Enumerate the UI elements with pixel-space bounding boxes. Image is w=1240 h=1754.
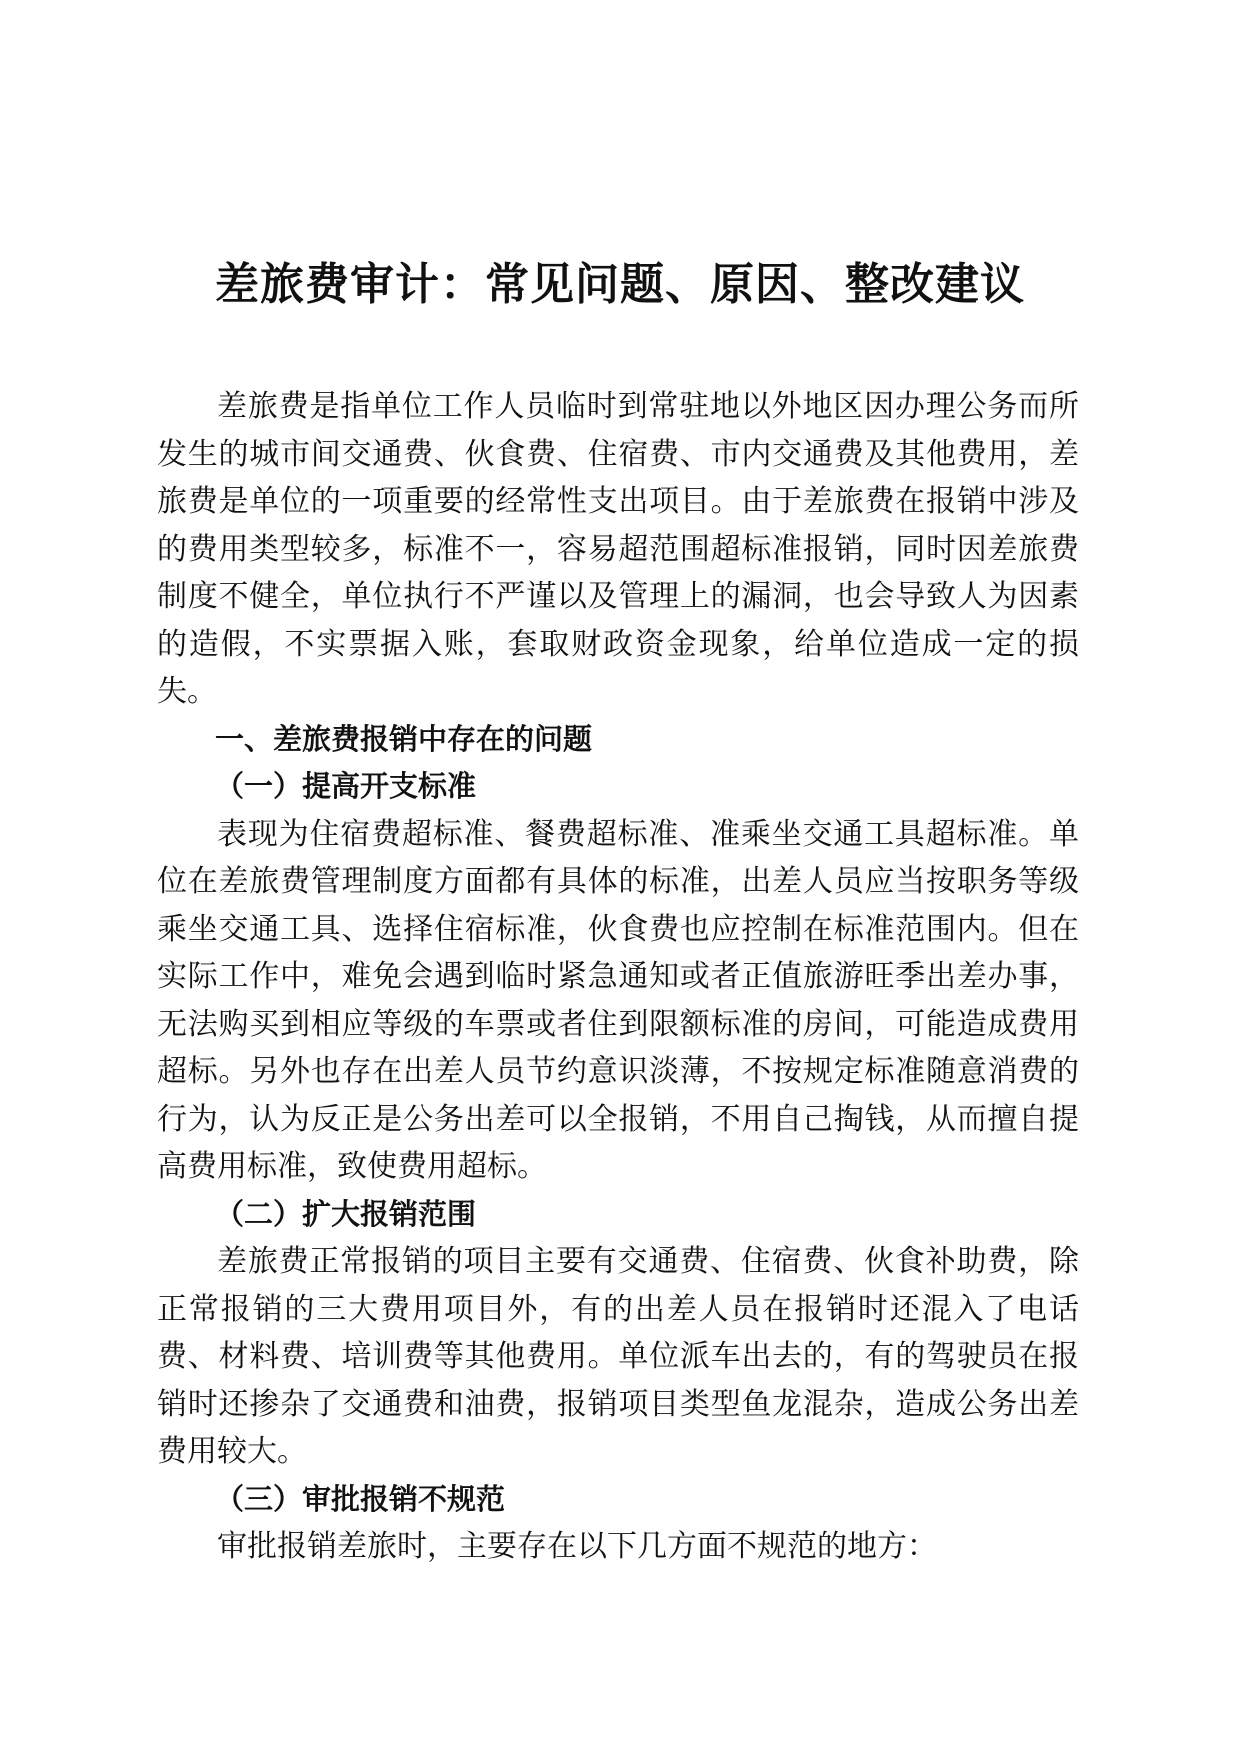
- intro-paragraph: 差旅费是指单位工作人员临时到常驻地以外地区因办理公务而所发生的城市间交通费、伙食费、住宿费、市内交通费及其他费用，差旅费是单位的一项重要的经常性支出项目。由于差旅费在报销中涉及的费用类型较多，标准不一，容易超范围超标准报销，同时因差旅费制度不健全，单位执行不严谨以及管理上的漏洞，也会导致人为因素的造假，不实票据入账，套取财政资金现象，给单位造成一定的损失。: [157, 389, 1079, 709]
- subsection-paragraph-2: 差旅费正常报销的项目主要有交通费、住宿费、伙食补助费，除正常报销的三大费用项目外，有的出差人员在报销时还混入了电话费、材料费、培训费等其他费用。单位派车出去的，有的驾驶员在报销时还掺杂了交通费和油费，报销项目类型鱼龙混杂，造成公务出差费用较大。: [157, 1244, 1079, 1469]
- subsection-heading-3: （三）审批报销不规范: [215, 1481, 506, 1516]
- document-body: [157, 383, 1079, 1571]
- section-heading-problems: 一、差旅费报销中存在的问题: [215, 721, 593, 756]
- subsection-paragraph-3: 审批报销差旅时，主要存在以下几方面不规范的地方：: [217, 1529, 937, 1564]
- subsection-paragraph-1: 表现为住宿费超标准、餐费超标准、准乘坐交通工具超标准。单位在差旅费管理制度方面都有具体的标准，出差人员应当按职务等级乘坐交通工具、选择住宿标准，伙食费也应控制在标准范围内。但在实际工作中，难免会遇到临时紧急通知或者正值旅游旺季出差办事，无法购买到相应等级的车票或者住到限额标准的房间，可能造成费用超标。另外也存在出差人员节约意识淡薄，不按规定标准随意消费的行为，认为反正是公务出差可以全报销，不用自己掏钱，从而擅自提高费用标准，致使费用超标。: [157, 816, 1079, 1184]
- subsection-heading-2: （二）扩大报销范围: [215, 1196, 477, 1231]
- subsection-heading-1: （一）提高开支标准: [215, 769, 477, 803]
- document-title: 差旅费审计：常见问题、原因、整改建议: [215, 259, 1025, 310]
